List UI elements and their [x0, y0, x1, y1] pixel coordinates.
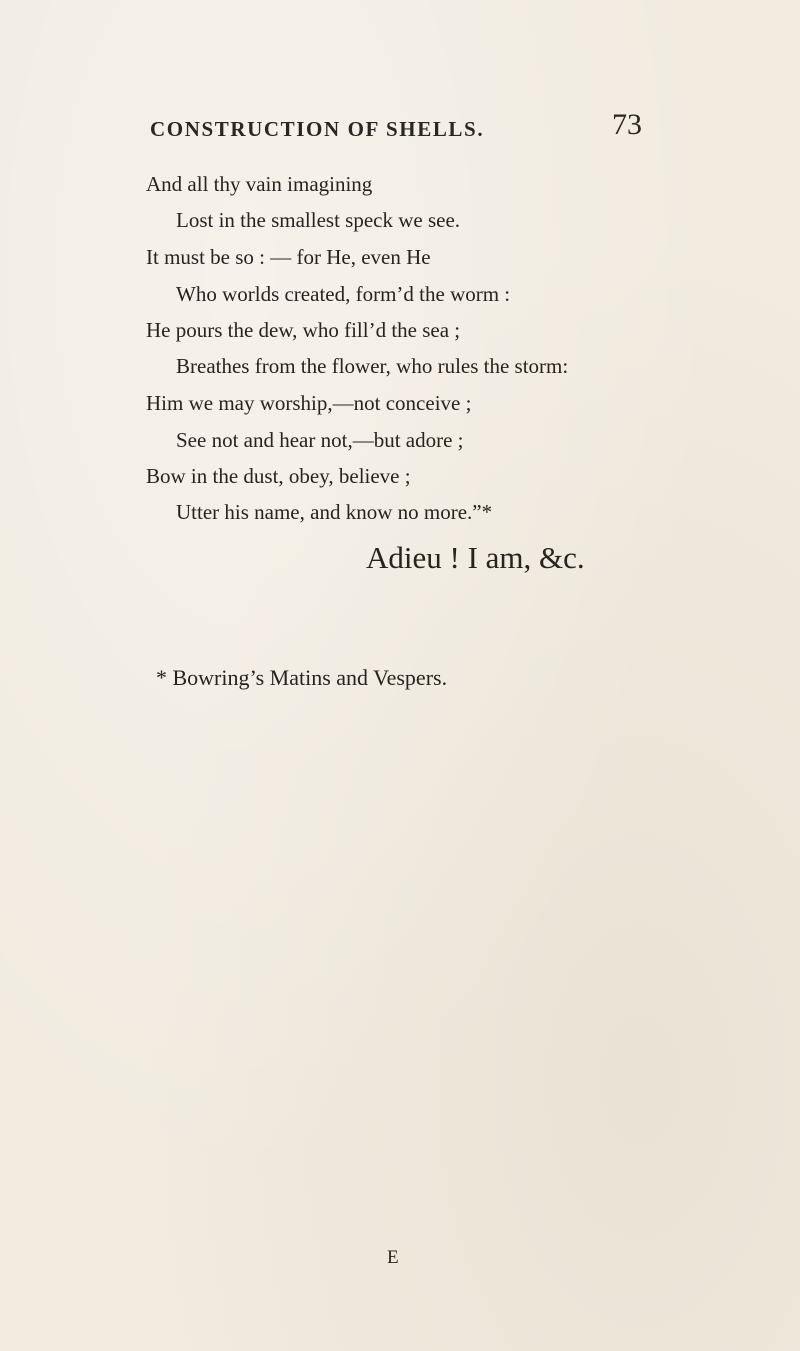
verse-line: Utter his name, and know no more.”* — [176, 500, 493, 524]
printer-signature-mark: E — [387, 1247, 399, 1268]
verse-line: Bow in the dust, obey, believe ; — [146, 464, 411, 488]
verse-line: He pours the dew, who fill’d the sea ; — [146, 318, 461, 342]
letter-signoff: Adieu ! I am, &c. — [366, 540, 585, 575]
verse-line: Who worlds created, form’d the worm : — [176, 282, 511, 306]
footnote: * Bowring’s Matins and Vespers. — [156, 665, 448, 690]
running-title: CONSTRUCTION OF SHELLS. — [150, 117, 485, 141]
verse-line: Breathes from the flower, who rules the storm: — [176, 354, 569, 378]
verse-line: It must be so : — for He, even He — [146, 245, 431, 269]
verse-line: And all thy vain imagining — [146, 172, 373, 196]
verse-line: Lost in the smallest speck we see. — [176, 208, 461, 232]
page-number: 73 — [612, 108, 642, 141]
verse-line: See not and hear not,—but adore ; — [176, 428, 464, 452]
verse-line: Him we may worship,—not conceive ; — [146, 391, 472, 415]
